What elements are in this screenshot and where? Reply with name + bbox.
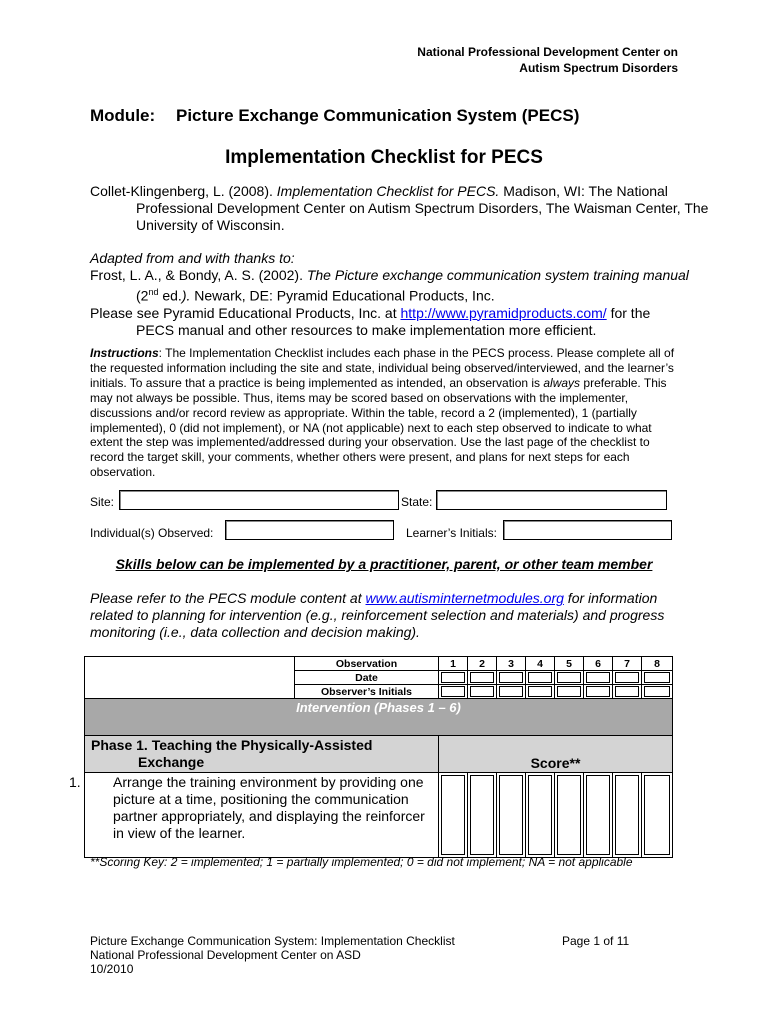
observer-initials-label: Observer’s Initials: [295, 685, 439, 699]
date-label: Date: [295, 671, 439, 685]
score-cell[interactable]: [642, 773, 673, 858]
initials-cell[interactable]: [468, 685, 497, 699]
date-cell[interactable]: [497, 671, 526, 685]
pyramid-link[interactable]: http://www.pyramidproducts.com/: [400, 304, 607, 321]
footer-line3: 10/2010: [90, 962, 134, 976]
checklist-table: [69, 656, 673, 858]
page-number: Page 1 of 11: [562, 934, 630, 948]
score-cell[interactable]: [468, 773, 497, 858]
individual-field[interactable]: [225, 520, 394, 540]
citation-tail: Madison, WI: The National Professional Development Center on Autism Spectrum Disorders, The Waisman Center, The University of Wisconsin.: [136, 183, 709, 233]
state-label: State:: [401, 495, 433, 509]
phase-title: [85, 736, 439, 773]
ref-ed-post: ed.: [158, 287, 182, 304]
score-cell[interactable]: [613, 773, 642, 858]
obs-number: 8: [642, 657, 673, 671]
observation-label: Observation: [295, 657, 439, 671]
date-cell[interactable]: [439, 671, 468, 685]
obs-number: 1: [439, 657, 468, 671]
footer: [90, 934, 455, 976]
initials-cell[interactable]: [584, 685, 613, 699]
instructions: [90, 346, 680, 480]
initials-cell[interactable]: [497, 685, 526, 699]
site-field[interactable]: [119, 490, 399, 510]
refer-lead: Please refer to the PECS module content at: [90, 590, 366, 606]
initials-cell[interactable]: [613, 685, 642, 699]
citation-italic: Implementation Checklist for PECS.: [276, 183, 500, 199]
module-heading: [90, 106, 579, 126]
instructions-always: always: [543, 375, 581, 390]
adapted-heading: Adapted from and with thanks to:: [90, 250, 295, 266]
score-header: Score**: [439, 736, 673, 773]
score-cell[interactable]: [526, 773, 555, 858]
section-heading: Intervention (Phases 1 – 6): [85, 699, 673, 736]
learner-initials-field[interactable]: [503, 520, 672, 540]
ref-lead: Frost, L. A., & Bondy, A. S. (2002).: [90, 267, 307, 283]
module-name: Picture Exchange Communication System (PECS): [176, 106, 580, 125]
initials-cell[interactable]: [439, 685, 468, 699]
citation: [90, 183, 736, 234]
phase-title-line2: Exchange: [138, 754, 205, 770]
score-cell[interactable]: [584, 773, 613, 858]
ref-italic: The Picture exchange communication system training manual: [306, 267, 689, 283]
observation-row: [85, 657, 673, 671]
site-label: Site:: [90, 495, 115, 509]
ref-tail: Newark, DE: Pyramid Educational Products, Inc.: [190, 287, 495, 304]
header-org-line2: Autism Spectrum Disorders: [519, 61, 678, 75]
skills-banner: Skills below can be implemented by a practitioner, parent, or other team member: [115, 556, 653, 572]
obs-number: 2: [468, 657, 497, 671]
phase-title-line1: Phase 1. Teaching the Physically-Assisted: [91, 737, 373, 753]
score-cell[interactable]: [497, 773, 526, 858]
page-title: Implementation Checklist for PECS: [225, 147, 543, 168]
instructions-label: Instructions: [90, 346, 159, 360]
footer-line1: Picture Exchange Communication System: Implementation Checklist: [90, 934, 455, 948]
date-cell[interactable]: [613, 671, 642, 685]
initials-cell[interactable]: [555, 685, 584, 699]
obs-number: 7: [613, 657, 642, 671]
state-field[interactable]: [436, 490, 667, 510]
pyramid-note: [90, 305, 690, 339]
obs-number: 3: [497, 657, 526, 671]
date-cell[interactable]: [642, 671, 673, 685]
ref-ed-sup: nd: [148, 287, 159, 297]
initials-cell[interactable]: [526, 685, 555, 699]
adapted-section: [90, 250, 690, 339]
phase-row: [85, 736, 673, 773]
date-cell[interactable]: [555, 671, 584, 685]
initials-cell[interactable]: [642, 685, 673, 699]
header-organization: [417, 44, 678, 76]
step-description: [69, 773, 439, 858]
footer-line2: National Professional Development Center on ASD: [90, 948, 361, 962]
individual-label: Individual(s) Observed:: [90, 526, 214, 540]
step-row: [85, 773, 673, 858]
obs-number: 5: [555, 657, 584, 671]
refer-tail: for information related to planning for intervention (e.g., reinforcement selection and materials) and progress monitoring (i.e., data collection and decision making).: [90, 590, 665, 640]
instructions-text2: preferable. This may not always be possible. Thus, items may be scored based on observations with the implementer, discussions and/or record review as appropriate. Within the table, record a 2 (implemented), 1 (partially implemented), 0 (did not implement), or NA (not applicable) next to each step observed to indicate to what extent the step was implemented/addressed during your observation. Use the last page of the checklist to record the target skill, your comments, whether others were present, and plans for next steps for each observation.: [90, 375, 667, 480]
refer-note: [90, 590, 680, 641]
step-number: 1.: [69, 774, 81, 790]
instructions-text1: : The Implementation Checklist includes each phase in the PECS process. Please complete all of the requested information including the site and state, individual being observed/interviewed, and the learner’s initials. To assure that a practice is being implemented as intended, an observation is: [90, 346, 675, 390]
step-text: Arrange the training environment by providing one picture at a time, positioning the communication partner appropriately, and displaying the reinforcer in view of the learner.: [113, 774, 425, 841]
header-org-line1: National Professional Development Center on: [417, 45, 678, 59]
date-cell[interactable]: [584, 671, 613, 685]
adapted-reference: [90, 267, 690, 305]
see-lead: Please see Pyramid Educational Products, Inc. at: [90, 304, 401, 321]
module-label: Module:: [90, 106, 156, 125]
scoring-key: **Scoring Key: 2 = implemented; 1 = partially implemented; 0 = did not implement; NA = not applicable: [90, 855, 633, 869]
see-tail: for the PECS manual and other resources to make implementation more efficient.: [136, 304, 651, 338]
date-cell[interactable]: [468, 671, 497, 685]
score-cell[interactable]: [439, 773, 468, 858]
blank-header-cell: [85, 657, 295, 699]
section-row: [85, 699, 673, 736]
ref-ed-pre: (2: [136, 287, 149, 304]
obs-number: 6: [584, 657, 613, 671]
citation-lead: Collet-Klingenberg, L. (2008).: [90, 183, 277, 199]
initials-label: Learner’s Initials:: [406, 526, 497, 540]
autism-modules-link[interactable]: www.autisminternetmodules.org: [365, 590, 564, 606]
date-cell[interactable]: [526, 671, 555, 685]
obs-number: 4: [526, 657, 555, 671]
ref-paren: ).: [181, 287, 191, 304]
score-cell[interactable]: [555, 773, 584, 858]
